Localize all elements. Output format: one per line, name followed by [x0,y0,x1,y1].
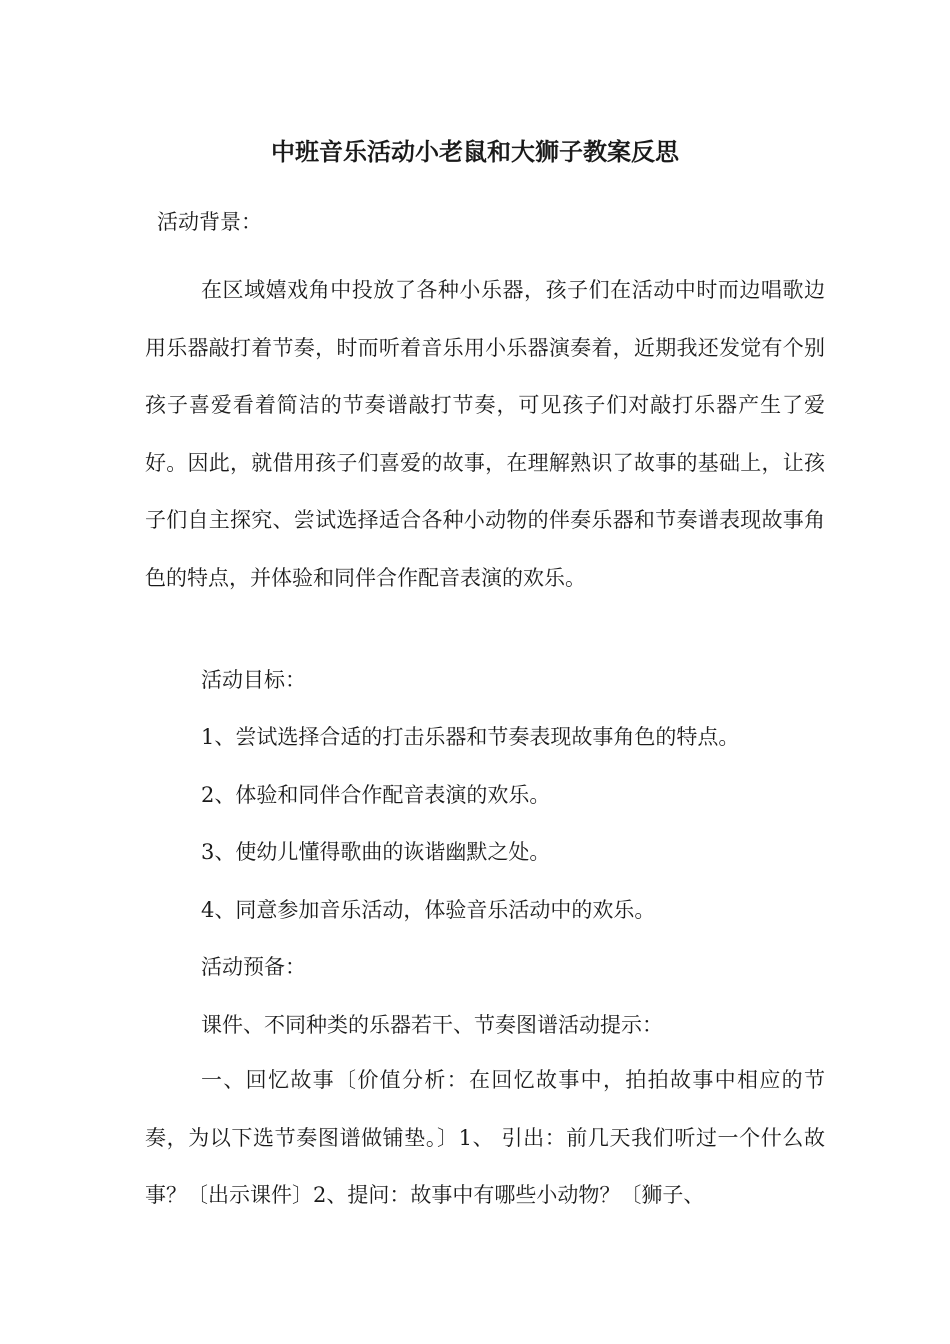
background-paragraph: 在区域嬉戏角中投放了各种小乐器，孩子们在活动中时而边唱歌边用乐器敲打着节奏，时而听着音乐用小乐器演奏着，近期我还发觉有个别孩子喜爱看着简洁的节奏谱敲打节奏，可见孩子们对敲打乐器产生了爱好。因此，就借用孩子们喜爱的故事，在理解熟识了故事的基础上，让孩子们自主探究、尝试选择适合各种小动物的伴奏乐器和节奏谱表现故事角色的特点，并体验和同伴合作配音表演的欢乐。 [145,278,825,590]
document-title: 中班音乐活动小老鼠和大狮子教案反思 [271,137,679,166]
section-label-background: 活动背景： [157,210,262,234]
goal-item-4: 4、同意参加音乐活动，体验音乐活动中的欢乐。 [201,898,656,922]
goal-item-3: 3、使幼儿懂得歌曲的诙谐幽默之处。 [201,840,551,864]
preparation-text: 课件、不同种类的乐器若干、节奏图谱活动提示： [201,1013,663,1037]
step-paragraph: 一、回忆故事〔价值分析：在回忆故事中，拍拍故事中相应的节奏，为以下选节奏图谱做铺垫。〕1、 引出：前几天我们听过一个什么故事？〔出示课件〕2、提问：故事中有哪些小动物？〔狮子、 [145,1068,825,1207]
goal-item-2: 2、体验和同伴合作配音表演的欢乐。 [201,783,551,807]
section-label-preparation: 活动预备： [201,955,306,979]
section-label-goals: 活动目标： [201,668,306,692]
goal-item-1: 1、尝试选择合适的打击乐器和节奏表现故事角色的特点。 [201,725,740,749]
